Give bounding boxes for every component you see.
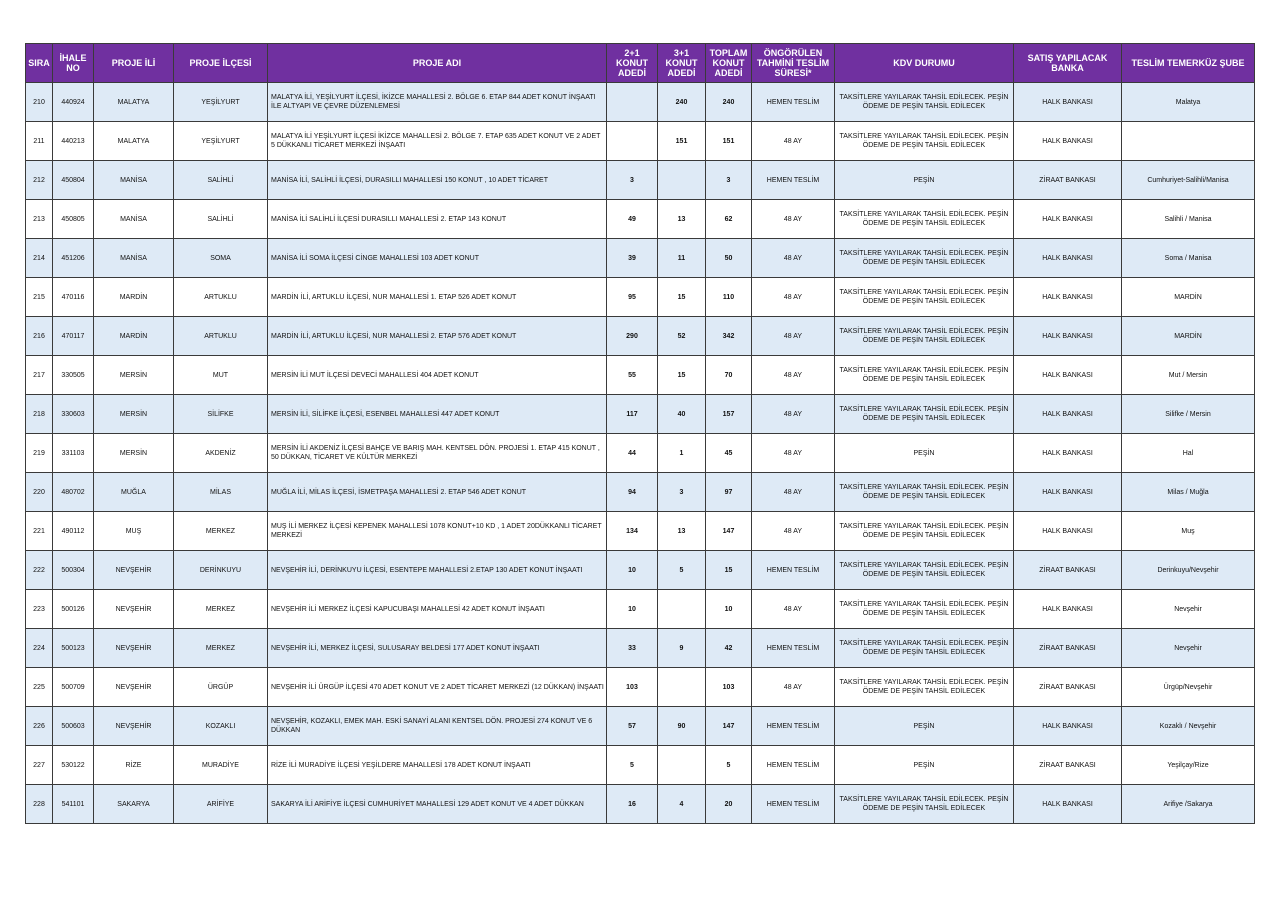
kdv-durumu-cell: TAKSİTLERE YAYILARAK TAHSİL EDİLECEK. PEŞİN ÖDEME DE PEŞİN TAHSİL EDİLECEK	[835, 473, 1014, 512]
toplam-konut-cell: 62	[706, 200, 752, 239]
table-row	[26, 122, 1255, 161]
ihale-no-cell: 500709	[53, 668, 94, 707]
konut-2plus1-cell: 117	[607, 395, 658, 434]
teslim-suresi-cell: 48 AY	[752, 590, 835, 629]
proje-ilcesi-cell: MUT	[174, 356, 268, 395]
teslim-suresi-cell: 48 AY	[752, 356, 835, 395]
kdv-durumu-cell: TAKSİTLERE YAYILARAK TAHSİL EDİLECEK. PEŞİN ÖDEME DE PEŞİN TAHSİL EDİLECEK	[835, 668, 1014, 707]
toplam-konut-cell: 97	[706, 473, 752, 512]
kdv-durumu-cell: TAKSİTLERE YAYILARAK TAHSİL EDİLECEK. PEŞİN ÖDEME DE PEŞİN TAHSİL EDİLECEK	[835, 317, 1014, 356]
kdv-durumu-cell: TAKSİTLERE YAYILARAK TAHSİL EDİLECEK. PEŞİN ÖDEME DE PEŞİN TAHSİL EDİLECEK	[835, 122, 1014, 161]
banka-cell: HALK BANKASI	[1014, 785, 1122, 824]
konut-2plus1-cell: 57	[607, 707, 658, 746]
ihale-no-cell: 440213	[53, 122, 94, 161]
sube-cell: Cumhuriyet-Salihli/Manisa	[1122, 161, 1255, 200]
konut-3plus1-cell: 9	[658, 629, 706, 668]
proje-ilcesi-cell: SALİHLİ	[174, 161, 268, 200]
sube-cell: Ürgüp/Nevşehir	[1122, 668, 1255, 707]
teslim-suresi-cell: HEMEN TESLİM	[752, 551, 835, 590]
konut-3plus1-cell: 13	[658, 200, 706, 239]
proje-ili-cell: MERSİN	[94, 356, 174, 395]
proje-ili-cell: MUĞLA	[94, 473, 174, 512]
proje-ilcesi-cell: YEŞİLYURT	[174, 83, 268, 122]
sira-cell: 228	[26, 785, 53, 824]
toplam-konut-cell: 15	[706, 551, 752, 590]
konut-3plus1-cell: 13	[658, 512, 706, 551]
konut-3plus1-cell: 40	[658, 395, 706, 434]
banka-cell: HALK BANKASI	[1014, 395, 1122, 434]
banka-cell: ZİRAAT BANKASI	[1014, 161, 1122, 200]
sube-cell: Malatya	[1122, 83, 1255, 122]
proje-ilcesi-cell: MURADİYE	[174, 746, 268, 785]
sira-cell: 210	[26, 83, 53, 122]
sira-cell: 222	[26, 551, 53, 590]
header-2plus1: 2+1 KONUT ADEDİ	[607, 44, 658, 83]
proje-ilcesi-cell: MİLAS	[174, 473, 268, 512]
sube-cell: MARDİN	[1122, 317, 1255, 356]
teslim-suresi-cell: HEMEN TESLİM	[752, 83, 835, 122]
sube-cell: Hal	[1122, 434, 1255, 473]
header-kdv-durumu: KDV DURUMU	[835, 44, 1014, 83]
table-row	[26, 746, 1255, 785]
konut-3plus1-cell	[658, 590, 706, 629]
konut-3plus1-cell: 151	[658, 122, 706, 161]
ihale-no-cell: 500126	[53, 590, 94, 629]
banka-cell: HALK BANKASI	[1014, 512, 1122, 551]
table-header-row	[26, 44, 1255, 83]
table-row	[26, 590, 1255, 629]
proje-ili-cell: MERSİN	[94, 434, 174, 473]
banka-cell: HALK BANKASI	[1014, 317, 1122, 356]
header-proje-adi: PROJE ADI	[268, 44, 607, 83]
banka-cell: HALK BANKASI	[1014, 707, 1122, 746]
proje-adi-cell: MANİSA İLİ SOMA İLÇESİ CİNGE MAHALLESİ 103 ADET KONUT	[268, 239, 607, 278]
banka-cell: HALK BANKASI	[1014, 83, 1122, 122]
kdv-durumu-cell: PEŞİN	[835, 746, 1014, 785]
banka-cell: HALK BANKASI	[1014, 278, 1122, 317]
table-row	[26, 83, 1255, 122]
toplam-konut-cell: 20	[706, 785, 752, 824]
proje-adi-cell: NEVŞEHİR İLİ, MERKEZ İLÇESİ, SULUSARAY BELDESİ 177 ADET KONUT İNŞAATI	[268, 629, 607, 668]
konut-3plus1-cell: 15	[658, 278, 706, 317]
kdv-durumu-cell: PEŞİN	[835, 707, 1014, 746]
konut-2plus1-cell: 94	[607, 473, 658, 512]
sube-cell: Soma / Manisa	[1122, 239, 1255, 278]
proje-ili-cell: NEVŞEHİR	[94, 590, 174, 629]
proje-adi-cell: MARDİN İLİ, ARTUKLU İLÇESİ, NUR MAHALLESİ 1. ETAP 526 ADET KONUT	[268, 278, 607, 317]
proje-ili-cell: RİZE	[94, 746, 174, 785]
konut-2plus1-cell: 39	[607, 239, 658, 278]
table-row	[26, 317, 1255, 356]
table-row	[26, 395, 1255, 434]
toplam-konut-cell: 45	[706, 434, 752, 473]
header-proje-ili: PROJE İLİ	[94, 44, 174, 83]
ihale-no-cell: 331103	[53, 434, 94, 473]
header-banka: SATIŞ YAPILACAK BANKA	[1014, 44, 1122, 83]
proje-adi-cell: MANİSA İLİ SALİHLİ İLÇESİ DURASILLI MAHALLESİ 2. ETAP 143 KONUT	[268, 200, 607, 239]
kdv-durumu-cell: TAKSİTLERE YAYILARAK TAHSİL EDİLECEK. PEŞİN ÖDEME DE PEŞİN TAHSİL EDİLECEK	[835, 551, 1014, 590]
proje-adi-cell: MERSİN İLİ MUT İLÇESİ DEVECİ MAHALLESİ 404 ADET KONUT	[268, 356, 607, 395]
ihale-no-cell: 450805	[53, 200, 94, 239]
ihale-no-cell: 500123	[53, 629, 94, 668]
konut-3plus1-cell	[658, 668, 706, 707]
banka-cell: ZİRAAT BANKASI	[1014, 629, 1122, 668]
proje-ili-cell: SAKARYA	[94, 785, 174, 824]
table-body	[26, 83, 1255, 824]
teslim-suresi-cell: 48 AY	[752, 473, 835, 512]
proje-adi-cell: MARDİN İLİ, ARTUKLU İLÇESİ, NUR MAHALLESİ 2. ETAP 576 ADET KONUT	[268, 317, 607, 356]
header-sira: SIRA	[26, 44, 53, 83]
kdv-durumu-cell: TAKSİTLERE YAYILARAK TAHSİL EDİLECEK. PEŞİN ÖDEME DE PEŞİN TAHSİL EDİLECEK	[835, 512, 1014, 551]
proje-ili-cell: NEVŞEHİR	[94, 707, 174, 746]
table-row	[26, 278, 1255, 317]
ihale-no-cell: 330603	[53, 395, 94, 434]
header-toplam: TOPLAM KONUT ADEDİ	[706, 44, 752, 83]
sube-cell: MARDİN	[1122, 278, 1255, 317]
toplam-konut-cell: 342	[706, 317, 752, 356]
toplam-konut-cell: 157	[706, 395, 752, 434]
proje-ilcesi-cell: ÜRGÜP	[174, 668, 268, 707]
proje-ili-cell: MERSİN	[94, 395, 174, 434]
proje-adi-cell: NEVŞEHİR, KOZAKLI, EMEK MAH. ESKİ SANAYİ ALANI KENTSEL DÖN. PROJESİ 274 KONUT VE 6 DÜKKAN	[268, 707, 607, 746]
sira-cell: 223	[26, 590, 53, 629]
sira-cell: 225	[26, 668, 53, 707]
konut-2plus1-cell: 33	[607, 629, 658, 668]
proje-ili-cell: MALATYA	[94, 122, 174, 161]
sube-cell: Nevşehir	[1122, 590, 1255, 629]
ihale-no-cell: 451206	[53, 239, 94, 278]
teslim-suresi-cell: 48 AY	[752, 395, 835, 434]
table-row	[26, 161, 1255, 200]
ihale-no-cell: 500603	[53, 707, 94, 746]
proje-ili-cell: MANİSA	[94, 239, 174, 278]
sira-cell: 216	[26, 317, 53, 356]
toplam-konut-cell: 151	[706, 122, 752, 161]
kdv-durumu-cell: TAKSİTLERE YAYILARAK TAHSİL EDİLECEK. PEŞİN ÖDEME DE PEŞİN TAHSİL EDİLECEK	[835, 278, 1014, 317]
proje-adi-cell: MERSİN İLİ AKDENİZ İLÇESİ BAHÇE VE BARIŞ MAH. KENTSEL DÖN. PROJESİ 1. ETAP 415 KONUT , 50 DÜKKAN, TİCARET VE KÜLTÜR MERKEZİ	[268, 434, 607, 473]
banka-cell: HALK BANKASI	[1014, 356, 1122, 395]
toplam-konut-cell: 5	[706, 746, 752, 785]
toplam-konut-cell: 3	[706, 161, 752, 200]
proje-adi-cell: MALATYA İLİ, YEŞİLYURT İLÇESİ, İKİZCE MAHALLESİ 2. BÖLGE 6. ETAP 844 ADET KONUT İNŞAATI İLE ALTYAPI VE ÇEVRE DÜZENLEMESİ	[268, 83, 607, 122]
sira-cell: 215	[26, 278, 53, 317]
sube-cell: Salihli / Manisa	[1122, 200, 1255, 239]
sube-cell: Muş	[1122, 512, 1255, 551]
teslim-suresi-cell: 48 AY	[752, 278, 835, 317]
teslim-suresi-cell: HEMEN TESLİM	[752, 707, 835, 746]
sube-cell: Silifke / Mersin	[1122, 395, 1255, 434]
banka-cell: ZİRAAT BANKASI	[1014, 551, 1122, 590]
sira-cell: 217	[26, 356, 53, 395]
sube-cell: Mut / Mersin	[1122, 356, 1255, 395]
konut-3plus1-cell	[658, 161, 706, 200]
ihale-no-cell: 470117	[53, 317, 94, 356]
konut-3plus1-cell: 3	[658, 473, 706, 512]
sira-cell: 214	[26, 239, 53, 278]
teslim-suresi-cell: 48 AY	[752, 239, 835, 278]
proje-ili-cell: MUŞ	[94, 512, 174, 551]
kdv-durumu-cell: PEŞİN	[835, 161, 1014, 200]
konut-2plus1-cell	[607, 122, 658, 161]
kdv-durumu-cell: PEŞİN	[835, 434, 1014, 473]
ihale-no-cell: 500304	[53, 551, 94, 590]
banka-cell: ZİRAAT BANKASI	[1014, 668, 1122, 707]
banka-cell: HALK BANKASI	[1014, 239, 1122, 278]
kdv-durumu-cell: TAKSİTLERE YAYILARAK TAHSİL EDİLECEK. PEŞİN ÖDEME DE PEŞİN TAHSİL EDİLECEK	[835, 590, 1014, 629]
table-row	[26, 785, 1255, 824]
teslim-suresi-cell: HEMEN TESLİM	[752, 746, 835, 785]
teslim-suresi-cell: 48 AY	[752, 200, 835, 239]
sira-cell: 212	[26, 161, 53, 200]
teslim-suresi-cell: 48 AY	[752, 434, 835, 473]
konut-2plus1-cell: 290	[607, 317, 658, 356]
kdv-durumu-cell: TAKSİTLERE YAYILARAK TAHSİL EDİLECEK. PEŞİN ÖDEME DE PEŞİN TAHSİL EDİLECEK	[835, 395, 1014, 434]
table-row	[26, 473, 1255, 512]
konut-2plus1-cell: 95	[607, 278, 658, 317]
proje-ili-cell: MARDİN	[94, 317, 174, 356]
proje-ilcesi-cell: MERKEZ	[174, 590, 268, 629]
header-sube: TESLİM TEMERKÜZ ŞUBE	[1122, 44, 1255, 83]
table-row	[26, 239, 1255, 278]
konut-2plus1-cell: 10	[607, 551, 658, 590]
konut-3plus1-cell: 52	[658, 317, 706, 356]
toplam-konut-cell: 110	[706, 278, 752, 317]
konut-3plus1-cell: 15	[658, 356, 706, 395]
banka-cell: HALK BANKASI	[1014, 122, 1122, 161]
konut-3plus1-cell: 1	[658, 434, 706, 473]
kdv-durumu-cell: TAKSİTLERE YAYILARAK TAHSİL EDİLECEK. PEŞİN ÖDEME DE PEŞİN TAHSİL EDİLECEK	[835, 239, 1014, 278]
toplam-konut-cell: 42	[706, 629, 752, 668]
teslim-suresi-cell: 48 AY	[752, 668, 835, 707]
table-row	[26, 668, 1255, 707]
konut-2plus1-cell	[607, 83, 658, 122]
toplam-konut-cell: 50	[706, 239, 752, 278]
proje-adi-cell: SAKARYA İLİ ARİFİYE İLÇESİ CUMHURİYET MAHALLESİ 129 ADET KONUT VE 4 ADET DÜKKAN	[268, 785, 607, 824]
header-ihale-no: İHALE NO	[53, 44, 94, 83]
proje-adi-cell: NEVŞEHİR İLİ MERKEZ İLÇESİ KAPUCUBAŞI MAHALLESİ 42 ADET KONUT İNŞAATI	[268, 590, 607, 629]
table-row	[26, 356, 1255, 395]
konut-3plus1-cell: 4	[658, 785, 706, 824]
banka-cell: ZİRAAT BANKASI	[1014, 746, 1122, 785]
kdv-durumu-cell: TAKSİTLERE YAYILARAK TAHSİL EDİLECEK. PEŞİN ÖDEME DE PEŞİN TAHSİL EDİLECEK	[835, 200, 1014, 239]
kdv-durumu-cell: TAKSİTLERE YAYILARAK TAHSİL EDİLECEK. PEŞİN ÖDEME DE PEŞİN TAHSİL EDİLECEK	[835, 83, 1014, 122]
ihale-no-cell: 470116	[53, 278, 94, 317]
konut-2plus1-cell: 44	[607, 434, 658, 473]
konut-3plus1-cell: 240	[658, 83, 706, 122]
teslim-suresi-cell: HEMEN TESLİM	[752, 161, 835, 200]
sube-cell: Arifiye /Sakarya	[1122, 785, 1255, 824]
proje-ilcesi-cell: ARTUKLU	[174, 317, 268, 356]
proje-ili-cell: NEVŞEHİR	[94, 629, 174, 668]
sube-cell: Derinkuyu/Nevşehir	[1122, 551, 1255, 590]
konut-2plus1-cell: 55	[607, 356, 658, 395]
teslim-suresi-cell: 48 AY	[752, 122, 835, 161]
proje-ilcesi-cell: ARİFİYE	[174, 785, 268, 824]
teslim-suresi-cell: HEMEN TESLİM	[752, 785, 835, 824]
proje-ili-cell: NEVŞEHİR	[94, 551, 174, 590]
toplam-konut-cell: 10	[706, 590, 752, 629]
konut-2plus1-cell: 5	[607, 746, 658, 785]
proje-ilcesi-cell: SİLİFKE	[174, 395, 268, 434]
teslim-suresi-cell: HEMEN TESLİM	[752, 629, 835, 668]
sube-cell	[1122, 122, 1255, 161]
proje-ilcesi-cell: SOMA	[174, 239, 268, 278]
konut-2plus1-cell: 16	[607, 785, 658, 824]
proje-adi-cell: MUŞ İLİ MERKEZ İLÇESİ KEPENEK MAHALLESİ 1078 KONUT+10 KD , 1 ADET 20DÜKKANLI TİCARET MERKEZİ	[268, 512, 607, 551]
sube-cell: Kozaklı / Nevşehir	[1122, 707, 1255, 746]
table-row	[26, 200, 1255, 239]
ihale-no-cell: 490112	[53, 512, 94, 551]
proje-adi-cell: RİZE İLİ MURADİYE İLÇESİ YEŞİLDERE MAHALLESİ 178 ADET KONUT İNŞAATI	[268, 746, 607, 785]
sira-cell: 213	[26, 200, 53, 239]
table-row	[26, 512, 1255, 551]
proje-ili-cell: NEVŞEHİR	[94, 668, 174, 707]
toplam-konut-cell: 103	[706, 668, 752, 707]
konut-2plus1-cell: 103	[607, 668, 658, 707]
banka-cell: HALK BANKASI	[1014, 200, 1122, 239]
proje-ilcesi-cell: DERİNKUYU	[174, 551, 268, 590]
header-3plus1: 3+1 KONUT ADEDİ	[658, 44, 706, 83]
sube-cell: Nevşehir	[1122, 629, 1255, 668]
proje-ili-cell: MANİSA	[94, 200, 174, 239]
proje-ilcesi-cell: ARTUKLU	[174, 278, 268, 317]
ihale-no-cell: 541101	[53, 785, 94, 824]
header-teslim-suresi: ÖNGÖRÜLEN TAHMİNİ TESLİM SÜRESİ*	[752, 44, 835, 83]
proje-ilcesi-cell: KOZAKLI	[174, 707, 268, 746]
teslim-suresi-cell: 48 AY	[752, 317, 835, 356]
konut-2plus1-cell: 3	[607, 161, 658, 200]
toplam-konut-cell: 147	[706, 707, 752, 746]
teslim-suresi-cell: 48 AY	[752, 512, 835, 551]
konut-3plus1-cell: 90	[658, 707, 706, 746]
table-row	[26, 707, 1255, 746]
proje-ili-cell: MALATYA	[94, 83, 174, 122]
ihale-no-cell: 480702	[53, 473, 94, 512]
table-row	[26, 434, 1255, 473]
kdv-durumu-cell: TAKSİTLERE YAYILARAK TAHSİL EDİLECEK. PEŞİN ÖDEME DE PEŞİN TAHSİL EDİLECEK	[835, 785, 1014, 824]
table-row	[26, 629, 1255, 668]
project-table	[25, 43, 1255, 824]
proje-ilcesi-cell: YEŞİLYURT	[174, 122, 268, 161]
proje-ilcesi-cell: SALİHLİ	[174, 200, 268, 239]
konut-2plus1-cell: 49	[607, 200, 658, 239]
banka-cell: HALK BANKASI	[1014, 590, 1122, 629]
proje-ilcesi-cell: MERKEZ	[174, 629, 268, 668]
konut-2plus1-cell: 134	[607, 512, 658, 551]
proje-ilcesi-cell: MERKEZ	[174, 512, 268, 551]
header-proje-ilcesi: PROJE İLÇESİ	[174, 44, 268, 83]
proje-adi-cell: MANİSA İLİ, SALİHLİ İLÇESİ, DURASILLI MAHALLESİ 150 KONUT , 10 ADET TİCARET	[268, 161, 607, 200]
kdv-durumu-cell: TAKSİTLERE YAYILARAK TAHSİL EDİLECEK. PEŞİN ÖDEME DE PEŞİN TAHSİL EDİLECEK	[835, 356, 1014, 395]
kdv-durumu-cell: TAKSİTLERE YAYILARAK TAHSİL EDİLECEK. PEŞİN ÖDEME DE PEŞİN TAHSİL EDİLECEK	[835, 629, 1014, 668]
ihale-no-cell: 440924	[53, 83, 94, 122]
proje-adi-cell: NEVŞEHİR İLİ ÜRGÜP İLÇESİ 470 ADET KONUT VE 2 ADET TİCARET MERKEZİ (12 DÜKKAN) İNŞAATI	[268, 668, 607, 707]
konut-2plus1-cell: 10	[607, 590, 658, 629]
sira-cell: 224	[26, 629, 53, 668]
proje-ilcesi-cell: AKDENİZ	[174, 434, 268, 473]
sube-cell: Milas / Muğla	[1122, 473, 1255, 512]
toplam-konut-cell: 147	[706, 512, 752, 551]
banka-cell: HALK BANKASI	[1014, 473, 1122, 512]
sira-cell: 227	[26, 746, 53, 785]
proje-adi-cell: NEVŞEHİR İLİ, DERİNKUYU İLÇESİ, ESENTEPE MAHALLESİ 2.ETAP 130 ADET KONUT İNŞAATI	[268, 551, 607, 590]
ihale-no-cell: 450804	[53, 161, 94, 200]
konut-3plus1-cell: 11	[658, 239, 706, 278]
proje-adi-cell: MUĞLA İLİ, MİLAS İLÇESİ, İSMETPAŞA MAHALLESİ 2. ETAP 546 ADET KONUT	[268, 473, 607, 512]
konut-3plus1-cell	[658, 746, 706, 785]
ihale-no-cell: 530122	[53, 746, 94, 785]
table-row	[26, 551, 1255, 590]
sira-cell: 218	[26, 395, 53, 434]
proje-ili-cell: MANİSA	[94, 161, 174, 200]
sube-cell: Yeşilçay/Rize	[1122, 746, 1255, 785]
ihale-no-cell: 330505	[53, 356, 94, 395]
sira-cell: 220	[26, 473, 53, 512]
proje-ili-cell: MARDİN	[94, 278, 174, 317]
konut-3plus1-cell: 5	[658, 551, 706, 590]
sira-cell: 226	[26, 707, 53, 746]
sira-cell: 221	[26, 512, 53, 551]
proje-adi-cell: MALATYA İLİ YEŞİLYURT İLÇESİ İKİZCE MAHALLESİ 2. BÖLGE 7. ETAP 635 ADET KONUT VE 2 ADET 5 DÜKKANLI TİCARET MERKEZİ İNŞAATI	[268, 122, 607, 161]
sira-cell: 219	[26, 434, 53, 473]
proje-adi-cell: MERSİN İLİ, SİLİFKE İLÇESİ, ESENBEL MAHALLESİ 447 ADET KONUT	[268, 395, 607, 434]
toplam-konut-cell: 70	[706, 356, 752, 395]
sira-cell: 211	[26, 122, 53, 161]
toplam-konut-cell: 240	[706, 83, 752, 122]
banka-cell: HALK BANKASI	[1014, 434, 1122, 473]
